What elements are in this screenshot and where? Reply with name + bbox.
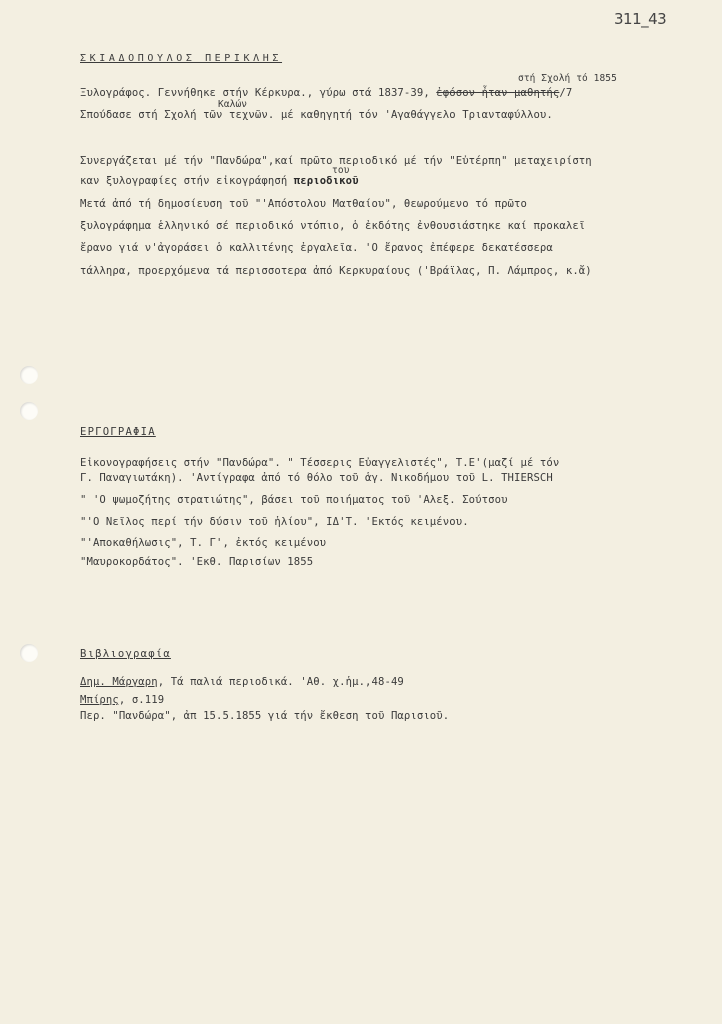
punch-hole [20, 644, 38, 662]
punch-hole [20, 402, 38, 420]
bibliography-line [80, 675, 404, 689]
bio-line: Συνεργάζεται μέ τήν "Πανδώρα",καί πρῶτο περιοδικό μέ τήν "Εὐτέρπη" μεταχειρίστη [80, 155, 592, 167]
citation-text: , σ.119 [118, 694, 165, 706]
works-line: "'Αποκαθήλωσις", Τ. Γ', ἐκτός κειμένου [80, 537, 327, 549]
works-line: Γ. Παναγιωτάκη). 'Αντίγραφα ἀπό τό θόλο τοῦ ἁγ. Νικοδήμου τοῦ L. THIERSCH [80, 472, 553, 484]
person-name-title: ΣΚΙΑΔΟΠΟΥΛΟΣ ΠΕΡΙΚΛΗΣ [80, 53, 283, 64]
overtyped-text: περιοδικοῦ [293, 175, 359, 187]
bio-line: ξυλογράφημα ἑλληνικό σέ περιοδικό ντόπιο, ὁ ἐκδότης ἐνθουσιάστηκε καί προκαλεῖ [80, 220, 586, 232]
bio-line [80, 174, 359, 188]
bio-line [80, 86, 572, 100]
margin-mark: /7 [559, 87, 573, 99]
citation-text: , Τά παλιά περιοδικά. 'Αθ. χ.ἡμ.,48-49 [157, 676, 404, 688]
handwritten-insertion: Καλών [218, 99, 248, 110]
punch-hole [20, 366, 38, 384]
bibliography-line: Περ. "Πανδώρα", ἀπ 15.5.1855 γιά τήν ἔκθεση τοῦ Παρισιοῦ. [80, 710, 450, 722]
bio-line: Σπούδασε στή Σχολή τῶν τεχνῶν. μέ καθηγητή τόν 'Αγαθάγγελο Τριανταφύλλου. [80, 109, 553, 121]
bio-line: τάλληρα, προερχόμενα τά περισσοτερα ἀπό Κερκυραίους ('Βράϊλας, Π. Λάμπρος, κ.ἄ) [80, 265, 592, 277]
bio-text: Ξυλογράφος. Γεννήθηκε στήν Κέρκυρα., γύρω στά 1837-39, [80, 87, 437, 99]
works-line: "'Ο Νεῖλος περί τήν δύσιν τοῦ ἡλίου", ΙΔ'Τ. 'Εκτός κειμένου. [80, 516, 469, 528]
author-name: Μπίρης [80, 694, 119, 706]
works-line: "Μαυροκορδάτος". 'Εκθ. Παρισίων 1855 [80, 556, 314, 568]
bio-line: ἔρανο γιά ν'ἀγοράσει ὁ καλλιτένης ἐργαλεῖα. 'Ο ἔρανος ἐπέφερε δεκατέσσερα [80, 242, 553, 254]
works-line: Εἰκονογραφήσεις στήν "Πανδώρα". " Τέσσερις Εὐαγγελιστές", Τ.Ε'(μαζί μέ τόν [80, 457, 560, 469]
handwritten-insertion: του [332, 165, 350, 176]
works-line: " 'Ο ψωμοζήτης στρατιώτης", βάσει τοῦ ποιήματος τοῦ 'Αλεξ. Σούτσου [80, 494, 508, 506]
struck-text: ἐφόσον ἦταν μαθητής [436, 87, 560, 99]
bio-text: καν ξυλογραφίες στήν εἰκογράφησή [80, 175, 294, 187]
bio-line: Μετά ἀπό τή δημοσίευση τοῦ "'Απόστολου Ματθαίου", θεωρούμενο τό πρῶτο [80, 198, 527, 210]
handwritten-insertion: στή Σχολή τό 1855 [518, 73, 617, 84]
author-name: Δημ. Μάργαρη [80, 676, 158, 688]
archive-number: 311_43 [614, 10, 667, 28]
works-heading: ΕΡΓΟΓΡΑΦΙΑ [80, 426, 156, 438]
bibliography-heading: Βιβλιογραφία [80, 648, 171, 660]
bibliography-line [80, 693, 164, 707]
